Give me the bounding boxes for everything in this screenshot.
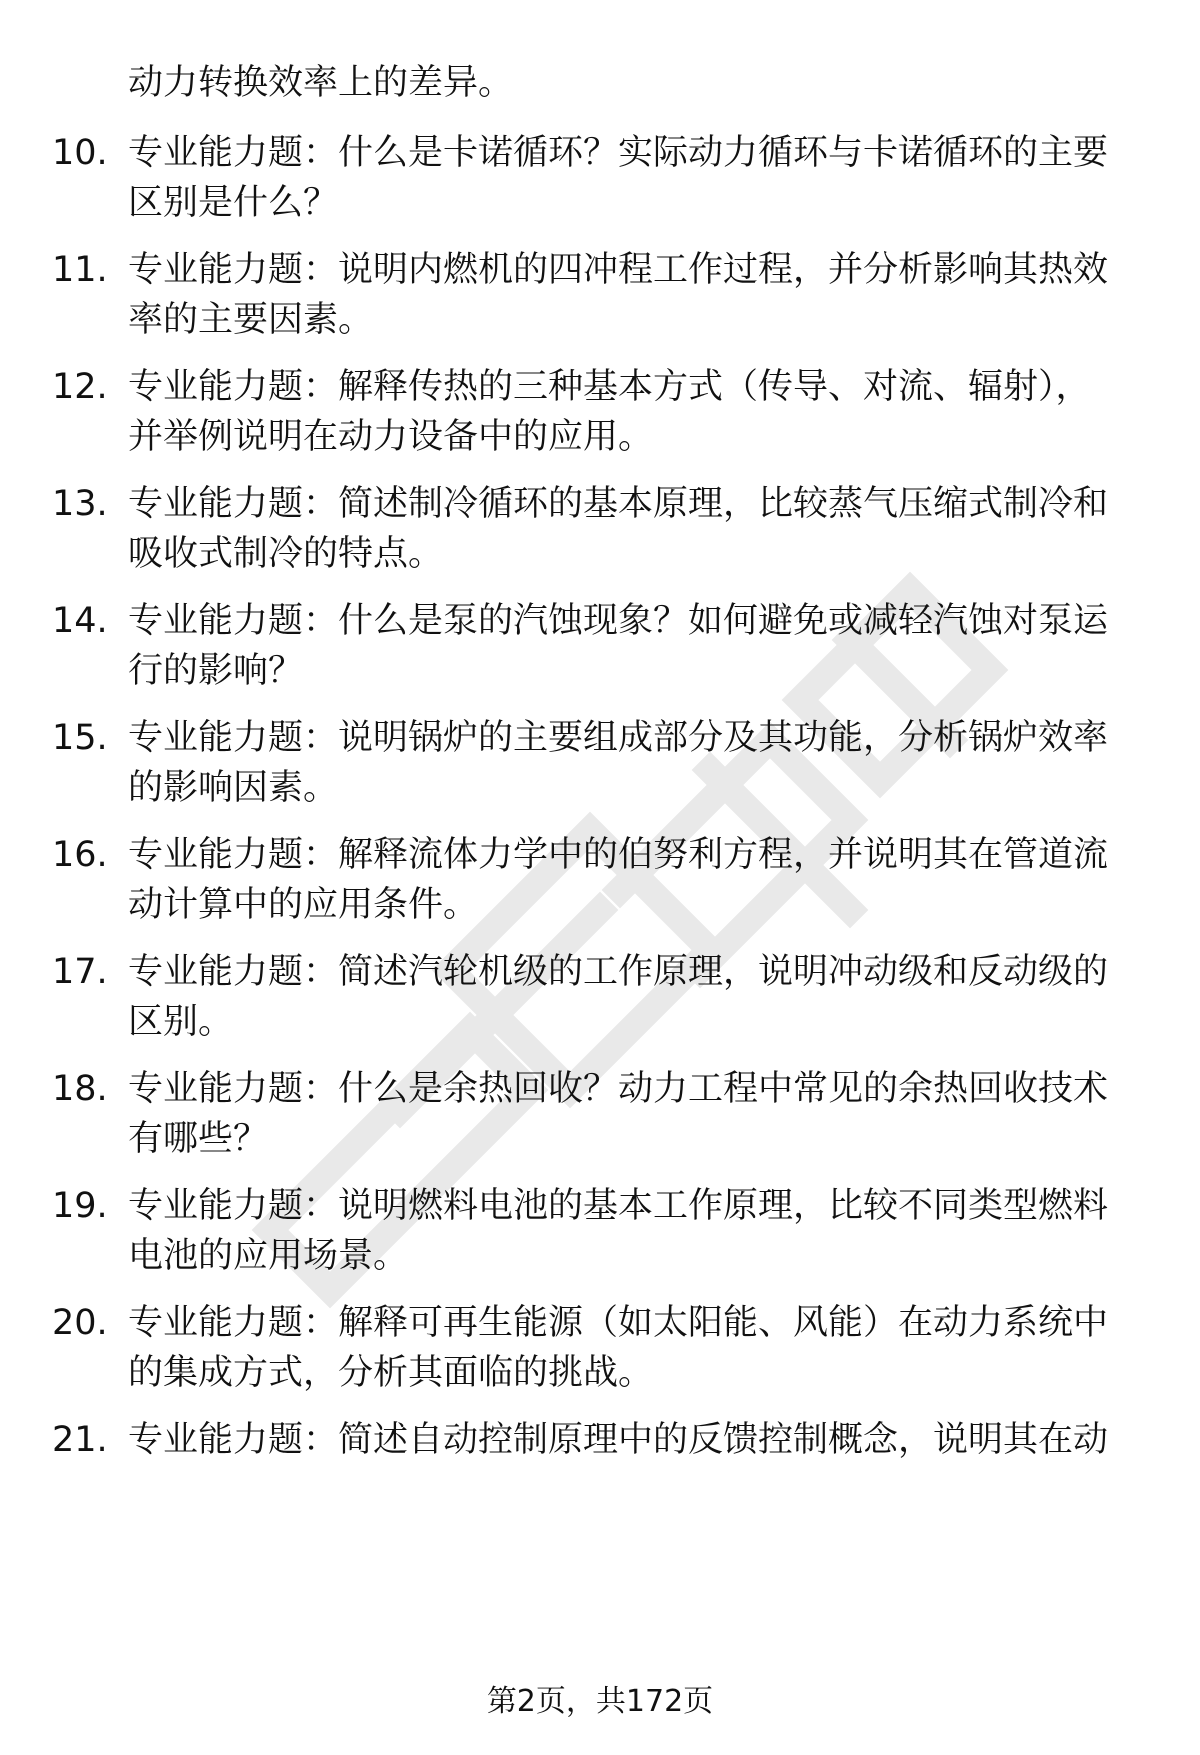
item-number: 17. [52, 952, 108, 992]
item-line: 专业能力题：简述汽轮机级的工作原理，说明冲动级和反动级的 [128, 952, 1109, 992]
item-line: 区别是什么？ [128, 183, 339, 223]
page-footer: 第2页，共172页 [486, 1684, 714, 1719]
item-line: 电池的应用场景。 [128, 1236, 409, 1276]
item-number: 18. [52, 1069, 108, 1109]
item-line: 率的主要因素。 [128, 300, 374, 340]
item-number: 14. [52, 601, 108, 641]
item-line: 专业能力题：什么是泵的汽蚀现象？如何避免或减轻汽蚀对泵运 [128, 601, 1109, 641]
item-text [128, 245, 1148, 345]
item-number: 13. [52, 484, 108, 524]
item-line: 专业能力题：说明内燃机的四冲程工作过程，并分析影响其热效 [128, 250, 1109, 290]
item-text [128, 1298, 1148, 1398]
item-text [128, 1064, 1148, 1164]
item-line: 专业能力题：说明锅炉的主要组成部分及其功能，分析锅炉效率 [128, 718, 1109, 758]
item-line: 专业能力题：说明燃料电池的基本工作原理，比较不同类型燃料 [128, 1186, 1109, 1226]
item-line: 行的影响？ [128, 651, 304, 691]
item-number: 19. [52, 1186, 108, 1226]
item-number: 20. [52, 1303, 108, 1343]
item-line: 专业能力题：解释流体力学中的伯努利方程，并说明其在管道流 [128, 835, 1109, 875]
item-line: 并举例说明在动力设备中的应用。 [128, 417, 654, 457]
item-text [128, 596, 1148, 696]
item-text [128, 128, 1148, 228]
item-line: 专业能力题：简述自动控制原理中的反馈控制概念，说明其在动 [128, 1420, 1109, 1460]
item-line: 的影响因素。 [128, 768, 339, 808]
item-number: 16. [52, 835, 108, 875]
item-text [128, 479, 1148, 579]
item-text [128, 713, 1148, 813]
item-text [128, 1415, 1148, 1465]
item-number: 10. [52, 133, 108, 173]
item-line: 动计算中的应用条件。 [128, 885, 479, 925]
item-line: 专业能力题：简述制冷循环的基本原理，比较蒸气压缩式制冷和 [128, 484, 1109, 524]
item-text [128, 1181, 1148, 1281]
item-number: 12. [52, 367, 108, 407]
item-line: 专业能力题：什么是余热回收？动力工程中常见的余热回收技术 [128, 1069, 1109, 1109]
item-line: 专业能力题：解释传热的三种基本方式（传导、对流、辐射）， [128, 367, 1091, 407]
item-text [128, 362, 1148, 462]
item-line: 吸收式制冷的特点。 [128, 534, 444, 574]
continuation-line: 动力转换效率上的差异。 [128, 63, 514, 103]
item-number: 15. [52, 718, 108, 758]
item-text [128, 947, 1148, 1047]
item-line: 区别。 [128, 1002, 234, 1042]
item-line: 专业能力题：什么是卡诺循环？实际动力循环与卡诺循环的主要 [128, 133, 1109, 173]
item-number: 21. [52, 1420, 108, 1460]
item-line: 专业能力题：解释可再生能源（如太阳能、风能）在动力系统中 [128, 1303, 1109, 1343]
item-number: 11. [52, 250, 108, 290]
item-line: 的集成方式，分析其面临的挑战。 [128, 1353, 654, 1393]
item-line: 有哪些？ [128, 1119, 269, 1159]
item-text [128, 830, 1148, 930]
